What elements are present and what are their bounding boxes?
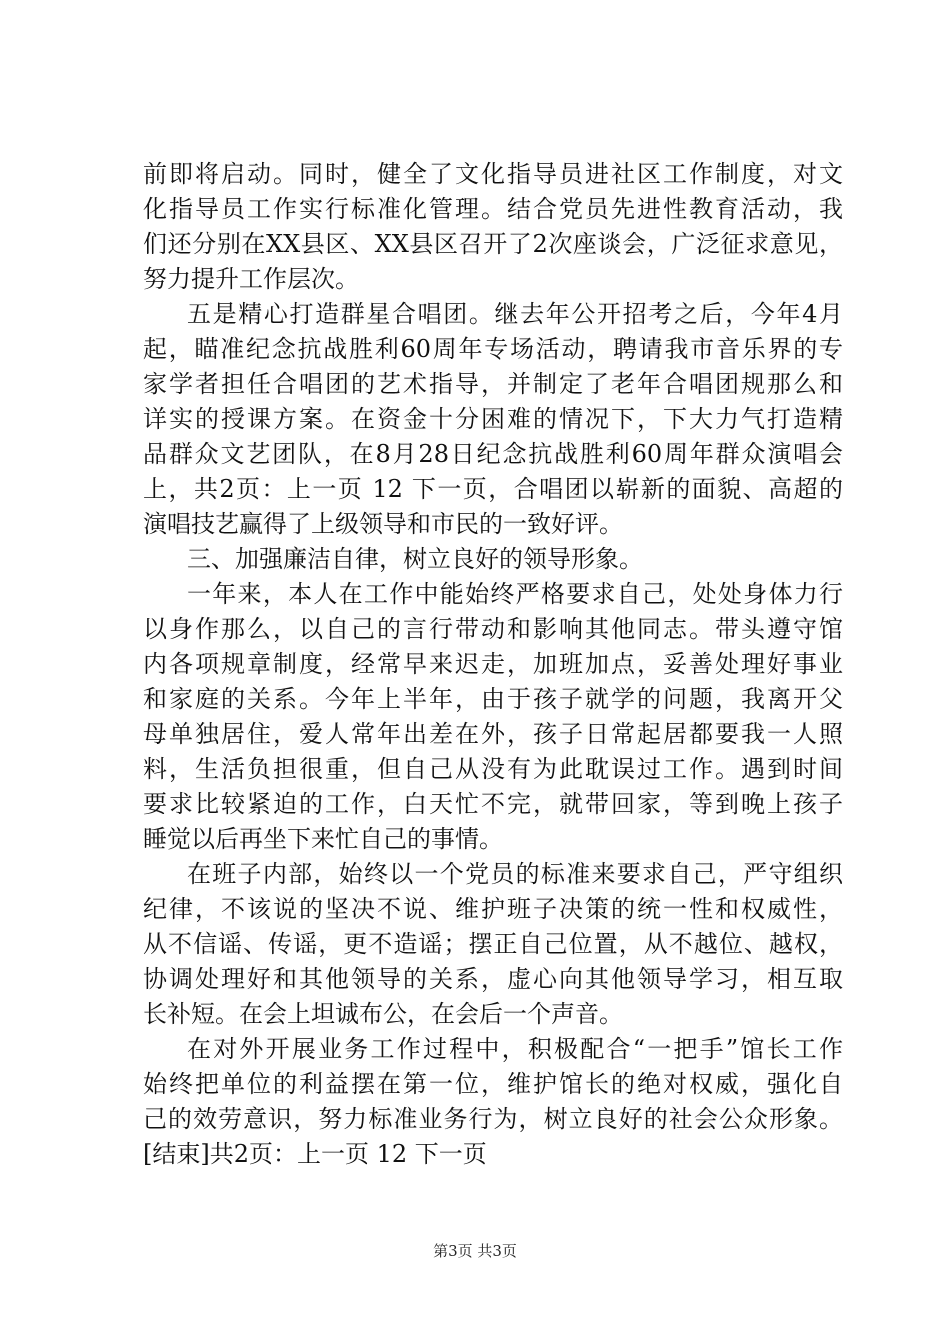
text-line: 己的效劳意识，努力标准业务行为，树立良好的社会公众形象。 <box>143 1105 843 1133</box>
paragraph-start-line: 在对外开展业务工作过程中，积极配合“一把手”馆长工作 <box>187 1035 843 1063</box>
text-line: 和家庭的关系。今年上半年，由于孩子就学的问题，我离开父 <box>143 685 843 713</box>
end-marker-line: [结束]共2页：上一页 12 下一页 <box>143 1140 487 1168</box>
text-line: 上，共2页：上一页 12 下一页，合唱团以崭新的面貌、高超的 <box>143 475 843 503</box>
text-line: 内各项规章制度，经常早来迟走，加班加点，妥善处理好事业 <box>143 650 843 678</box>
text-line: 料，生活负担很重，但自己从没有为此耽误过工作。遇到时间 <box>143 755 843 783</box>
paragraph-start-line: 一年来，本人在工作中能始终严格要求自己，处处身体力行 <box>187 580 843 608</box>
paragraph-start-line: 在班子内部，始终以一个党员的标准来要求自己，严守组织 <box>187 860 843 888</box>
text-line: 演唱技艺赢得了上级领导和市民的一致好评。 <box>143 510 623 538</box>
paragraph-start-line: 五是精心打造群星合唱团。继去年公开招考之后，今年4月 <box>187 300 843 328</box>
text-line: 要求比较紧迫的工作，白天忙不完，就带回家，等到晚上孩子 <box>143 790 843 818</box>
text-line: 以身作那么，以自己的言行带动和影响其他同志。带头遵守馆 <box>143 615 843 643</box>
text-line: 努力提升工作层次。 <box>143 265 359 293</box>
text-line: 化指导员工作实行标准化管理。结合党员先进性教育活动，我 <box>143 195 843 223</box>
text-line: 品群众文艺团队，在8月28日纪念抗战胜利60周年群众演唱会 <box>143 440 843 468</box>
text-line: 们还分别在XX县区、XX县区召开了2次座谈会，广泛征求意见， <box>143 230 843 258</box>
page-footer: 第3页 共3页 <box>433 1242 517 1260</box>
text-line: 睡觉以后再坐下来忙自己的事情。 <box>143 825 503 853</box>
text-line: 始终把单位的利益摆在第一位，维护馆长的绝对权威，强化自 <box>143 1070 843 1098</box>
section-heading: 三、加强廉洁自律，树立良好的领导形象。 <box>187 545 643 573</box>
text-line: 前即将启动。同时，健全了文化指导员进社区工作制度，对文 <box>143 160 843 188</box>
text-line: 详实的授课方案。在资金十分困难的情况下，下大力气打造精 <box>143 405 843 433</box>
text-line: 纪律，不该说的坚决不说、维护班子决策的统一性和权威性， <box>143 895 843 923</box>
text-line: 协调处理好和其他领导的关系，虚心向其他领导学习，相互取 <box>143 965 843 993</box>
text-line: 起，瞄准纪念抗战胜利60周年专场活动，聘请我市音乐界的专 <box>143 335 843 363</box>
text-line: 长补短。在会上坦诚布公，在会后一个声音。 <box>143 1000 623 1028</box>
text-line: 母单独居住，爱人常年出差在外，孩子日常起居都要我一人照 <box>143 720 843 748</box>
text-line: 家学者担任合唱团的艺术指导，并制定了老年合唱团规那么和 <box>143 370 843 398</box>
body-text <box>143 157 843 1172</box>
text-line: 从不信谣、传谣，更不造谣；摆正自己位置，从不越位、越权， <box>143 930 843 958</box>
